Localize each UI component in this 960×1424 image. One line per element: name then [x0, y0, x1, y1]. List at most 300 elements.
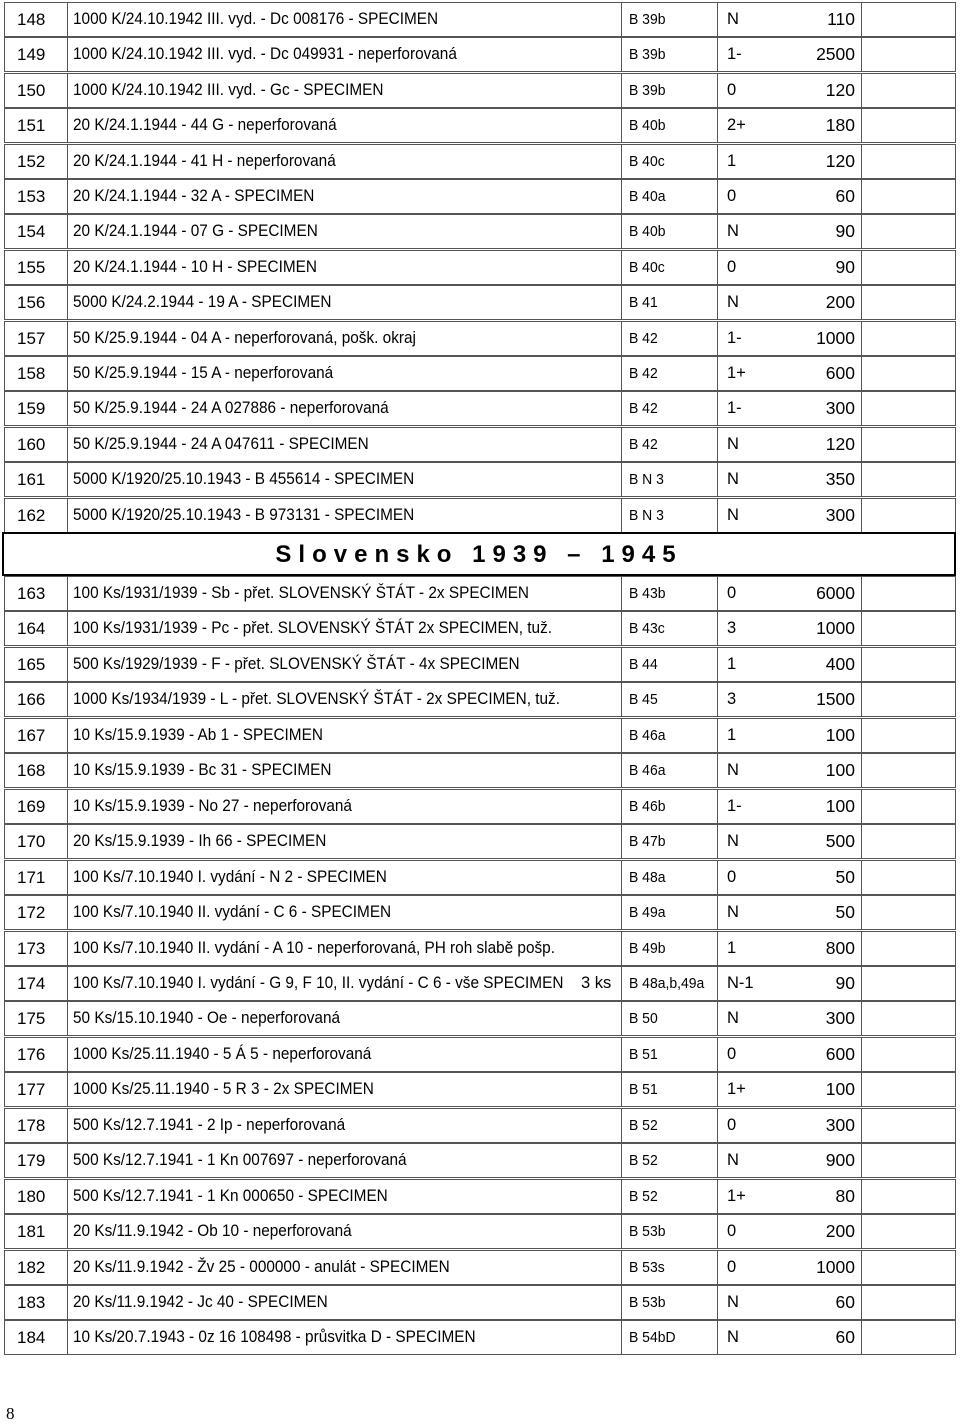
condition-grade: N [727, 1328, 739, 1347]
cell-divider [717, 109, 718, 142]
price-value: 120 [825, 433, 855, 454]
cell-divider [67, 577, 68, 610]
cell-divider [861, 825, 862, 858]
cell-divider [67, 251, 68, 284]
cell-divider [861, 967, 862, 1000]
cell-divider [67, 1002, 68, 1035]
condition-grade: 0 [727, 584, 737, 602]
condition-grade: N-1 [727, 973, 754, 992]
price-value: 300 [825, 504, 855, 525]
cell-divider [717, 286, 718, 319]
cell-divider [861, 428, 862, 461]
item-description: 100 Ks/1931/1939 - Pc - přet. SLOVENSKÝ ŠTÁT 2x SPECIMEN, tuž. [73, 619, 553, 638]
catalog-number: B 52 [629, 1152, 658, 1170]
table-row [4, 1179, 956, 1214]
cell-divider [861, 612, 862, 645]
cell-divider [717, 428, 718, 461]
condition-grade: 1- [727, 328, 742, 347]
item-description: 500 Ks/12.7.1941 - 1 Kn 007697 - neperforovaná [73, 1151, 407, 1170]
item-description: 10 Ks/15.9.1939 - Bc 31 - SPECIMEN [73, 761, 332, 780]
price-value: 200 [825, 1221, 855, 1242]
item-description: 500 Ks/12.7.1941 - 1 Kn 000650 - SPECIMEN [73, 1186, 388, 1205]
catalog-number: B N 3 [629, 506, 664, 524]
table-row [4, 285, 956, 320]
price-value: 90 [835, 221, 855, 242]
cell-divider [717, 1215, 718, 1248]
table-row [4, 895, 956, 930]
cell-divider [621, 1251, 622, 1284]
price-value: 350 [825, 469, 855, 490]
price-value: 100 [825, 795, 855, 816]
cell-divider [621, 790, 622, 823]
cell-divider [621, 74, 622, 107]
item-description: 500 Ks/12.7.1941 - 2 Ip - neperforovaná [73, 1115, 346, 1134]
cell-divider [621, 861, 622, 894]
cell-divider [621, 392, 622, 425]
condition-grade: 0 [727, 1222, 737, 1241]
price-value: 60 [835, 186, 855, 206]
cell-divider [621, 1109, 622, 1142]
cell-divider [717, 1144, 718, 1177]
condition-grade: 1- [727, 796, 742, 815]
item-number: 172 [17, 903, 46, 923]
item-number: 151 [17, 116, 46, 136]
catalog-number: B 39b [629, 81, 666, 99]
cell-divider [861, 790, 862, 823]
cell-divider [717, 683, 718, 716]
cell-divider [861, 145, 862, 178]
catalog-number: B 54bD [629, 1329, 676, 1347]
cell-divider [717, 790, 718, 823]
catalog-number: B 53b [629, 1223, 666, 1241]
cell-divider [67, 790, 68, 823]
catalog-number: B 48a,b,49a [629, 974, 705, 992]
cell-divider [621, 215, 622, 248]
cell-divider [621, 896, 622, 929]
price-value: 1000 [816, 618, 855, 639]
cell-divider [67, 180, 68, 213]
cell-divider [717, 1038, 718, 1071]
price-value: 180 [825, 115, 855, 136]
item-description: 20 K/24.1.1944 - 07 G - SPECIMEN [73, 222, 318, 241]
catalog-number: B 51 [629, 1081, 658, 1099]
cell-divider [717, 38, 718, 71]
price-value: 300 [825, 398, 855, 419]
cell-divider [621, 286, 622, 319]
cell-divider [861, 1073, 862, 1106]
cell-divider [67, 719, 68, 752]
cell-divider [717, 3, 718, 36]
table-row [4, 250, 956, 285]
cell-divider [861, 1251, 862, 1284]
cell-divider [717, 825, 718, 858]
price-value: 1000 [816, 1256, 855, 1277]
cell-divider [621, 109, 622, 142]
condition-grade: N [727, 505, 739, 524]
cell-divider [621, 38, 622, 71]
cell-divider [717, 1321, 718, 1354]
price-value: 300 [825, 1008, 855, 1029]
item-description: 20 Ks/11.9.1942 - Ob 10 - neperforovaná [73, 1222, 352, 1241]
price-value: 100 [825, 724, 855, 745]
page-number: 8 [6, 1404, 15, 1423]
item-description: 20 K/24.1.1944 - 44 G - neperforovaná [73, 116, 337, 135]
cell-divider [621, 145, 622, 178]
item-number: 153 [17, 187, 46, 206]
cell-divider [67, 1180, 68, 1213]
item-number: 166 [17, 690, 46, 710]
cell-divider [67, 648, 68, 681]
price-value: 90 [835, 972, 855, 993]
catalog-number: B 52 [629, 1116, 658, 1134]
cell-divider [717, 145, 718, 178]
item-description: 5000 K/1920/25.10.1943 - B 973131 - SPECIMEN [73, 505, 415, 524]
cell-divider [861, 463, 862, 496]
item-description: 10 Ks/15.9.1939 - No 27 - neperforovaná [73, 796, 352, 815]
table-row [4, 1320, 956, 1355]
cell-divider [717, 1073, 718, 1106]
catalog-number: B 42 [629, 435, 658, 453]
item-quantity: 3 ks [581, 973, 612, 992]
cell-divider [717, 251, 718, 284]
cell-divider [621, 754, 622, 787]
cell-divider [717, 1180, 718, 1213]
cell-divider [67, 1215, 68, 1248]
catalog-number: B 40c [629, 258, 665, 276]
table-row [4, 144, 956, 179]
cell-divider [861, 38, 862, 71]
condition-grade: N [727, 832, 739, 851]
cell-divider [621, 967, 622, 1000]
cell-divider [67, 932, 68, 965]
cell-divider [717, 577, 718, 610]
cell-divider [621, 1073, 622, 1106]
price-value: 60 [835, 1327, 855, 1348]
catalog-number: B 49b [629, 939, 666, 957]
cell-divider [67, 825, 68, 858]
item-description: 20 Ks/11.9.1942 - Jc 40 - SPECIMEN [73, 1293, 328, 1311]
item-number: 170 [17, 832, 46, 852]
table-row [4, 789, 956, 824]
table-row [4, 576, 956, 611]
item-description: 10 Ks/15.9.1939 - Ab 1 - SPECIMEN [73, 725, 323, 744]
cell-divider [67, 109, 68, 142]
catalog-number: B 46a [629, 762, 666, 780]
cell-divider [861, 499, 862, 532]
item-description: 1000 Ks/1934/1939 - L - přet. SLOVENSKÝ ŠTÁT - 2x SPECIMEN, tuž. [73, 690, 561, 709]
item-number: 173 [17, 938, 46, 958]
table-row [4, 1143, 956, 1178]
item-number: 161 [17, 470, 46, 490]
cell-divider [861, 1038, 862, 1071]
item-description: 50 K/25.9.1944 - 04 A - neperforovaná, pošk. okraj [73, 328, 416, 347]
item-description: 100 Ks/7.10.1940 II. vydání - C 6 - SPECIMEN [73, 903, 392, 922]
price-value: 6000 [816, 583, 855, 603]
cell-divider [621, 1321, 622, 1354]
cell-divider [67, 754, 68, 787]
item-description: 20 Ks/15.9.1939 - Ih 66 - SPECIMEN [73, 832, 327, 851]
condition-grade: N [727, 1151, 739, 1170]
cell-divider [67, 3, 68, 36]
price-value: 100 [825, 760, 855, 781]
cell-divider [67, 1073, 68, 1106]
cell-divider [717, 896, 718, 929]
condition-grade: 1 [727, 938, 737, 957]
cell-divider [621, 3, 622, 36]
catalog-number: B 39b [629, 11, 666, 28]
item-number: 171 [17, 867, 46, 887]
cell-divider [717, 499, 718, 532]
cell-divider [717, 180, 718, 213]
cell-divider [621, 180, 622, 213]
condition-grade: 0 [727, 257, 737, 276]
item-number: 159 [17, 399, 46, 419]
item-number: 182 [17, 1257, 46, 1277]
table-row [4, 1001, 956, 1036]
cell-divider [861, 1109, 862, 1142]
price-value: 60 [835, 1292, 855, 1312]
cell-divider [621, 463, 622, 496]
cell-divider [621, 1002, 622, 1035]
cell-divider [861, 754, 862, 787]
table-row [4, 321, 956, 356]
item-number: 167 [17, 725, 46, 745]
cell-divider [861, 251, 862, 284]
cell-divider [861, 1321, 862, 1354]
item-number: 148 [17, 10, 46, 29]
price-value: 120 [825, 150, 855, 171]
table-row [4, 2, 956, 37]
item-number: 158 [17, 364, 46, 383]
catalog-number: B 49a [629, 904, 666, 922]
cell-divider [717, 612, 718, 645]
cell-divider [67, 392, 68, 425]
table-row [4, 179, 956, 214]
catalog-number: B 40b [629, 117, 666, 135]
cell-divider [861, 861, 862, 894]
cell-divider [67, 967, 68, 1000]
condition-grade: N [727, 470, 739, 489]
cell-divider [861, 357, 862, 390]
cell-divider [861, 392, 862, 425]
cell-divider [621, 428, 622, 461]
condition-grade: N [727, 761, 739, 780]
condition-grade: 0 [727, 1257, 737, 1276]
item-description: 1000 Ks/25.11.1940 - 5 R 3 - 2x SPECIMEN [73, 1080, 374, 1099]
condition-grade: 1+ [727, 1080, 746, 1099]
item-number: 163 [17, 584, 46, 603]
condition-grade: 1- [727, 45, 742, 64]
catalog-number: B 46a [629, 726, 666, 744]
cell-divider [67, 861, 68, 894]
table-row [4, 356, 956, 391]
catalog-number: B 40a [629, 188, 666, 205]
condition-grade: 0 [727, 1115, 737, 1134]
cell-divider [717, 648, 718, 681]
cell-divider [621, 577, 622, 610]
condition-grade: 3 [727, 619, 737, 638]
cell-divider [861, 683, 862, 716]
condition-grade: 1- [727, 399, 742, 418]
section-header [2, 532, 956, 576]
condition-grade: 0 [727, 187, 737, 205]
table-row [4, 611, 956, 646]
cell-divider [861, 719, 862, 752]
catalog-number: B 42 [629, 329, 658, 347]
table-row [4, 73, 956, 108]
cell-divider [861, 1002, 862, 1035]
item-number: 169 [17, 796, 46, 816]
item-description: 100 Ks/7.10.1940 I. vydání - G 9, F 10, II. vydání - C 6 - vše SPECIMEN [73, 973, 564, 992]
cell-divider [861, 1215, 862, 1248]
catalog-number: B 39b [629, 46, 666, 64]
cell-divider [621, 648, 622, 681]
item-number: 152 [17, 151, 46, 171]
item-description: 100 Ks/7.10.1940 I. vydání - N 2 - SPECIMEN [73, 867, 387, 886]
condition-grade: 0 [727, 867, 737, 886]
cell-divider [67, 499, 68, 532]
price-value: 1000 [816, 327, 855, 348]
table-row [4, 37, 956, 72]
item-description: 20 K/24.1.1944 - 10 H - SPECIMEN [73, 257, 317, 276]
item-description: 5000 K/24.2.1944 - 19 A - SPECIMEN [73, 293, 332, 312]
item-number: 154 [17, 222, 46, 242]
price-value: 300 [825, 1114, 855, 1135]
cell-divider [621, 357, 622, 390]
cell-divider [717, 967, 718, 1000]
item-description: 50 Ks/15.10.1940 - Oe - neperforovaná [73, 1009, 341, 1028]
cell-divider [861, 1180, 862, 1213]
cell-divider [621, 322, 622, 355]
cell-divider [861, 109, 862, 142]
section-title: Slovensko 1939 – 1945 [275, 541, 683, 568]
catalog-number: B 51 [629, 1045, 658, 1063]
cell-divider [717, 392, 718, 425]
cell-divider [717, 932, 718, 965]
catalog-number: B 40c [629, 152, 665, 170]
cell-divider [861, 74, 862, 107]
cell-divider [717, 754, 718, 787]
catalog-number: B 40b [629, 223, 666, 241]
item-description: 20 K/24.1.1944 - 32 A - SPECIMEN [73, 187, 315, 205]
item-description: 20 Ks/11.9.1942 - Žv 25 - 000000 - anulát - SPECIMEN [73, 1257, 450, 1276]
catalog-number: B 46b [629, 797, 666, 815]
catalog-number: B 42 [629, 400, 658, 418]
item-number: 164 [17, 619, 46, 639]
item-number: 174 [17, 973, 46, 993]
condition-grade: 1+ [727, 364, 746, 382]
item-number: 168 [17, 761, 46, 781]
cell-divider [861, 648, 862, 681]
condition-grade: N [727, 903, 739, 922]
price-value: 2500 [816, 44, 855, 65]
cell-divider [861, 577, 862, 610]
price-value: 800 [825, 937, 855, 958]
catalog-number: B 43c [629, 620, 665, 638]
item-number: 178 [17, 1115, 46, 1135]
item-description: 50 K/25.9.1944 - 24 A 047611 - SPECIMEN [73, 434, 369, 453]
item-description: 50 K/25.9.1944 - 15 A - neperforovaná [73, 364, 334, 382]
price-value: 200 [825, 292, 855, 313]
cell-divider [621, 499, 622, 532]
cell-divider [67, 683, 68, 716]
catalog-number: B 53b [629, 1294, 666, 1311]
item-description: 5000 K/1920/25.10.1943 - B 455614 - SPECIMEN [73, 470, 415, 489]
table-row [4, 1072, 956, 1107]
cell-divider [717, 463, 718, 496]
price-value: 110 [827, 9, 855, 29]
condition-grade: N [727, 293, 739, 312]
catalog-number: B 45 [629, 691, 658, 709]
item-number: 180 [17, 1186, 46, 1206]
condition-grade: 0 [727, 1044, 737, 1063]
cell-divider [67, 896, 68, 929]
table-row [4, 718, 956, 753]
item-number: 175 [17, 1009, 46, 1029]
cell-divider [621, 612, 622, 645]
table-row [4, 1285, 956, 1320]
cell-divider [717, 719, 718, 752]
item-number: 183 [17, 1293, 46, 1312]
condition-grade: N [727, 1009, 739, 1028]
condition-grade: 3 [727, 690, 737, 709]
cell-divider [67, 1144, 68, 1177]
cell-divider [717, 322, 718, 355]
condition-grade: N [727, 222, 739, 241]
price-value: 80 [835, 1185, 855, 1206]
cell-divider [621, 1286, 622, 1319]
condition-grade: 0 [727, 80, 737, 99]
item-description: 100 Ks/7.10.1940 II. vydání - A 10 - neperforovaná, PH roh slabě pošp. [73, 938, 555, 957]
item-number: 177 [17, 1080, 46, 1100]
price-value: 600 [825, 363, 855, 383]
condition-grade: 1+ [727, 1186, 746, 1205]
cell-divider [67, 463, 68, 496]
table-row [4, 931, 956, 966]
table-row [4, 391, 956, 426]
table-row [4, 966, 956, 1001]
cell-divider [861, 3, 862, 36]
cell-divider [861, 322, 862, 355]
cell-divider [861, 896, 862, 929]
cell-divider [717, 1286, 718, 1319]
table-row [4, 462, 956, 497]
cell-divider [717, 861, 718, 894]
item-number: 181 [17, 1222, 46, 1242]
item-number: 179 [17, 1151, 46, 1171]
cell-divider [67, 1109, 68, 1142]
cell-divider [717, 1002, 718, 1035]
price-value: 1500 [816, 689, 855, 710]
catalog-number: B 52 [629, 1187, 658, 1205]
table-row [4, 647, 956, 682]
price-value: 400 [825, 653, 855, 674]
item-description: 20 K/24.1.1944 - 41 H - neperforovaná [73, 151, 336, 170]
cell-divider [621, 719, 622, 752]
cell-divider [67, 145, 68, 178]
table-row [4, 860, 956, 895]
table-row [4, 682, 956, 717]
cell-divider [67, 322, 68, 355]
item-description: 100 Ks/1931/1939 - Sb - přet. SLOVENSKÝ ŠTÁT - 2x SPECIMEN [73, 584, 530, 602]
table-row [4, 1214, 956, 1249]
item-description: 500 Ks/1929/1939 - F - přet. SLOVENSKÝ ŠTÁT - 4x SPECIMEN [73, 654, 520, 673]
table-row [4, 1037, 956, 1072]
table-row [4, 753, 956, 788]
item-description: 10 Ks/20.7.1943 - 0z 16 108498 - průsvitka D - SPECIMEN [73, 1328, 476, 1347]
table-row [4, 108, 956, 143]
catalog-number: B 53s [629, 1258, 665, 1276]
